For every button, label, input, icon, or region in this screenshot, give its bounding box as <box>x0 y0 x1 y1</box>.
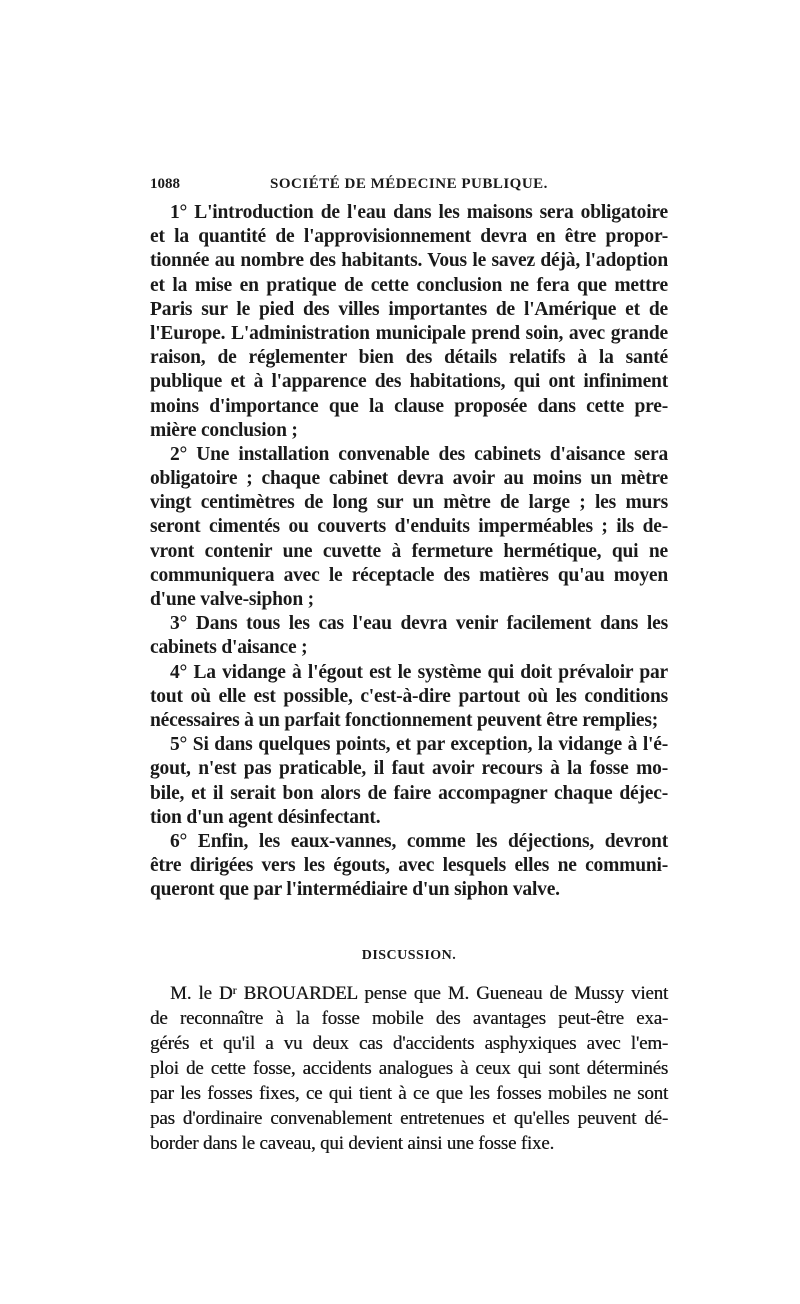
text-line: ploi de cette fosse, accidents analogues à ceux qui sont déterminés <box>150 1058 668 1079</box>
main-text <box>150 201 668 902</box>
text-line: 3° Dans tous les cas l'eau devra venir facilement dans les <box>170 613 668 635</box>
text-line: gout, n'est pas praticable, il faut avoir recours à la fosse mo- <box>150 758 668 780</box>
text-line: nécessaires à un parfait fonctionnement peuvent être remplies; <box>150 709 659 731</box>
text-line: 6° Enfin, les eaux-vannes, comme les déjections, devront <box>170 830 668 852</box>
text-line: border dans le caveau, qui devient ainsi une fosse fixe. <box>150 1133 555 1154</box>
text-line: seront cimentés ou couverts d'enduits imperméables ; ils de- <box>150 516 668 538</box>
text-line: par les fosses fixes, ce qui tient à ce que les fosses mobiles ne sont <box>150 1083 668 1104</box>
text-line: communiquera avec le réceptacle des matières qu'au moyen <box>150 564 668 586</box>
page-number: 1088 <box>150 176 180 192</box>
text-line: et la quantité de l'approvisionnement devra en être propor- <box>150 226 668 248</box>
text-line: tion d'un agent désinfectant. <box>150 806 381 828</box>
text-line: vingt centimètres de long sur un mètre de large ; les murs <box>150 492 668 514</box>
text-line: 4° La vidange à l'égout est le système qui doit prévaloir par <box>170 661 668 683</box>
text-line: 1° L'introduction de l'eau dans les maisons sera obligatoire <box>170 202 668 223</box>
text-line: être dirigées vers les égouts, avec lesquels elles ne communi- <box>150 855 668 877</box>
text-line: tout où elle est possible, c'est-à-dire partout où les conditions <box>150 685 668 707</box>
text-line: pas d'ordinaire convenablement entretenues et qu'elles peuvent dé- <box>150 1108 668 1129</box>
text-line: d'une valve-siphon ; <box>150 589 314 610</box>
text-line: l'Europe. L'administration municipale prend soin, avec grande <box>150 322 668 344</box>
text-line: tionnée au nombre des habitants. Vous le savez déjà, l'adoption <box>150 250 668 272</box>
text-line: raison, de réglementer bien des détails relatifs à la santé <box>150 347 668 369</box>
text-line: 2° Une installation convenable des cabinets d'aisance sera <box>170 443 668 465</box>
text-line: mière conclusion ; <box>150 419 298 441</box>
text-line: de reconnaître à la fosse mobile des avantages peut-être exa- <box>150 1008 668 1029</box>
text-line: publique et à l'apparence des habitations, qui ont infiniment <box>150 371 668 393</box>
text-line: vront contenir une cuvette à fermeture hermétique, qui ne <box>150 540 668 562</box>
text-line: Paris sur le pied des villes importantes de l'Amérique et de <box>150 298 668 320</box>
text-line: obligatoire ; chaque cabinet devra avoir au moins un mètre <box>150 468 668 490</box>
running-title: SOCIÉTÉ DE MÉDECINE PUBLIQUE. <box>270 176 548 192</box>
discussion-text <box>150 981 668 1156</box>
discussion-heading: DISCUSSION. <box>361 948 457 963</box>
text-line: 5° Si dans quelques points, et par exception, la vidange à l'é- <box>170 734 668 756</box>
running-header <box>150 176 668 200</box>
text-line: cabinets d'aisance ; <box>150 637 308 659</box>
text-line: M. le Dʳ BROUARDEL pense que M. Gueneau de Mussy vient <box>170 983 668 1004</box>
text-line: moins d'importance que la clause proposée dans cette pre- <box>150 395 668 417</box>
text-line: gérés et qu'il a vu deux cas d'accidents asphyxiques avec l'em- <box>150 1033 668 1054</box>
text-line: bile, et il serait bon alors de faire accompagner chaque déjec- <box>150 782 668 804</box>
text-line: et la mise en pratique de cette conclusion ne fera que mettre <box>150 274 668 296</box>
text-line: queront que par l'intermédiaire d'un siphon valve. <box>150 879 560 901</box>
